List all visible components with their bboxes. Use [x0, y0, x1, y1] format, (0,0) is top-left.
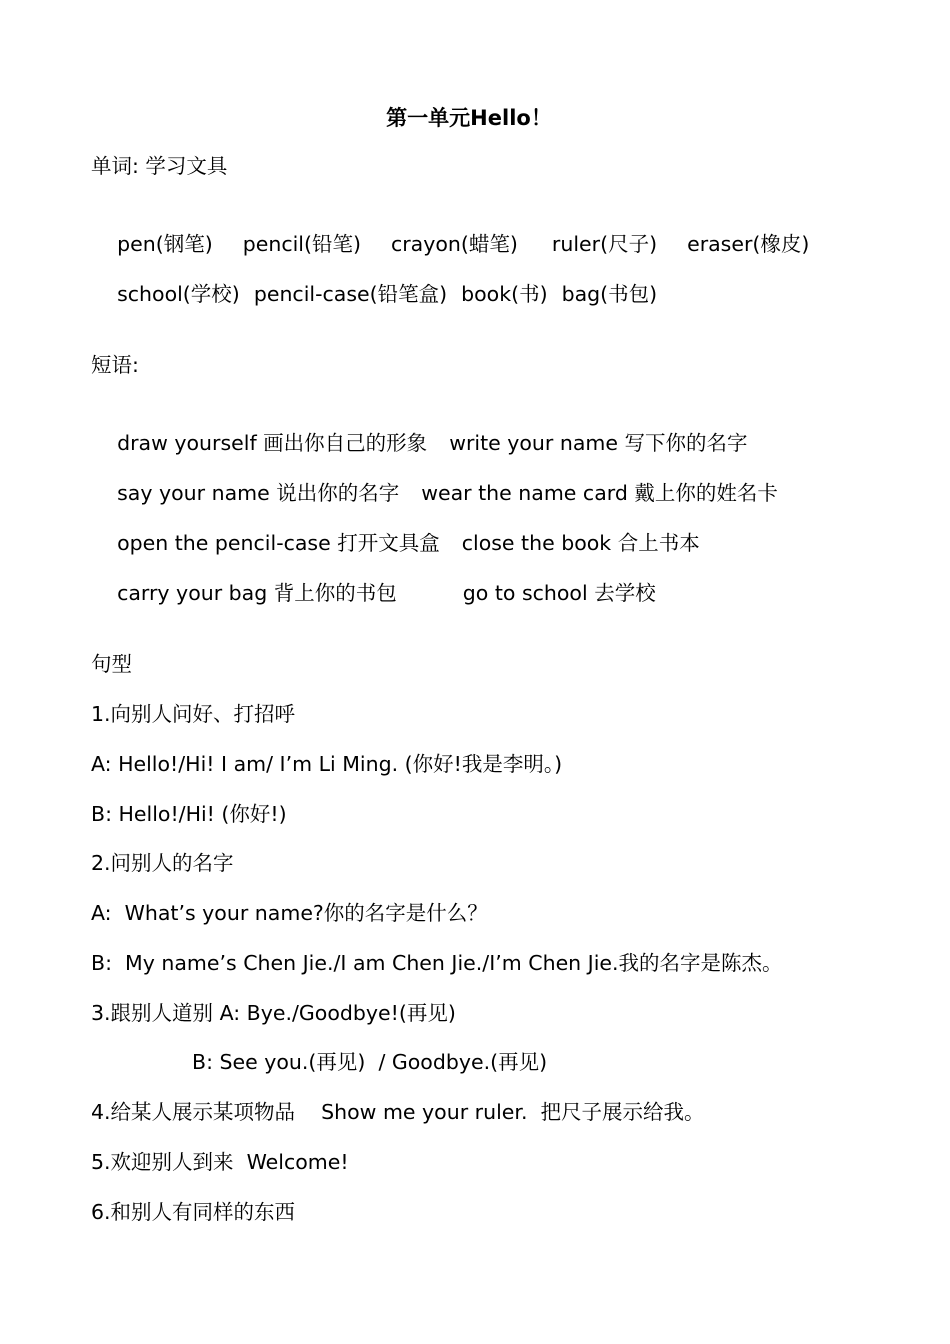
vocab-word: pen(钢笔) [117, 232, 213, 256]
vocab-word: crayon(蜡笔) [390, 232, 518, 256]
phrase-row [91, 551, 656, 635]
sentence-line: 3.跟别人道别 A: Bye./Goodbye!(再见) [91, 1001, 456, 1025]
sentence-line: 2.问别人的名字 [91, 851, 234, 875]
sentence-line: A: Hello!/Hi! I am/ I’m Li Ming. (你好!我是李明。) [91, 752, 563, 776]
vocabulary-row-2 [91, 252, 657, 336]
page-title: 第一单元Hello！ [386, 106, 552, 130]
sentence-line: A: What’s your name?你的名字是什么？ [91, 901, 488, 925]
phrase-item: write your name 写下你的名字 [449, 431, 748, 455]
sentence-line: 5.欢迎别人到来 Welcome! [91, 1150, 349, 1174]
sentence-line: B: My name’s Chen Jie./I am Chen Jie./I’m Chen Jie.我的名字是陈杰。 [91, 951, 783, 975]
vocab-word: bag(书包) [561, 282, 658, 306]
vocab-word: ruler(尺子) [551, 232, 658, 256]
sentence-line: 6.和别人有同样的东西 [91, 1200, 296, 1224]
phrase-item: open the pencil-case 打开文具盒 [117, 531, 440, 555]
sentence-line: B: Hello!/Hi! (你好!) [91, 802, 287, 826]
vocab-word: eraser(橡皮) [687, 232, 810, 256]
sentence-line: B: See you.(再见) / Goodbye.(再见) [192, 1050, 548, 1074]
phrase-item: go to school 去学校 [462, 581, 656, 605]
vocabulary-heading: 单词: 学习文具 [91, 154, 228, 178]
phrase-item: carry your bag 背上你的书包 [117, 581, 397, 605]
sentences-heading: 句型 [91, 652, 132, 676]
vocab-word: pencil-case(铅笔盒) [253, 282, 448, 306]
sentence-line: 4.给某人展示某项物品 Show me your ruler. 把尺子展示给我。 [91, 1100, 705, 1124]
phrase-item: wear the name card 戴上你的姓名卡 [421, 481, 778, 505]
phrase-item: draw yourself 画出你自己的形象 [117, 431, 428, 455]
sentence-line: 1.向别人问好、打招呼 [91, 702, 296, 726]
vocab-word: school(学校) [117, 282, 240, 306]
vocab-word: book(书) [461, 282, 548, 306]
phrase-item: say your name 说出你的名字 [117, 481, 400, 505]
vocab-word: pencil(铅笔) [242, 232, 361, 256]
phrases-heading: 短语: [91, 353, 139, 377]
phrase-item: close the book 合上书本 [461, 531, 700, 555]
